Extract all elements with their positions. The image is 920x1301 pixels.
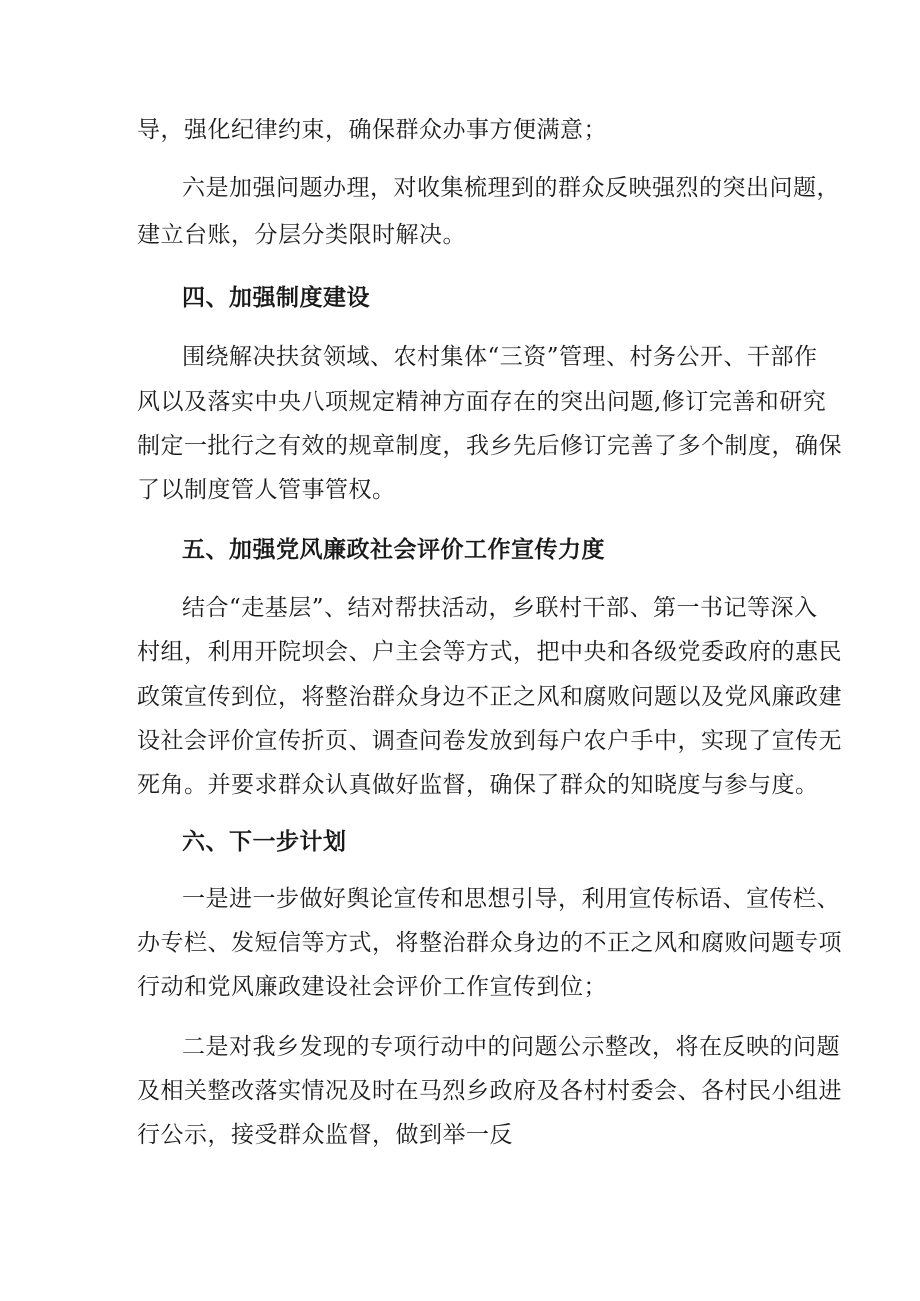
section-6-item-2-line-1: 二是对我乡发现的专项行动中的问题公示整改，将在反映的问题 <box>182 1034 840 1060</box>
section-6-item-2-line-2: 及相关整改落实情况及时在马烈乡政府及各村村委会、各村民小组进 <box>137 1078 842 1104</box>
section-4-paragraph-line-1: 围绕解决扶贫领域、农村集体“三资”管理、村务公开、干部作 <box>182 344 818 370</box>
section-6-item-1-line-1: 一是进一步做好舆论宣传和思想引导，利用宣传标语、宣传栏、 <box>182 886 840 912</box>
section-5-paragraph-line-3: 政策宣传到位，将整治群众身边不正之风和腐败问题以及党风廉政建 <box>137 684 842 710</box>
section-4-paragraph-line-4: 了以制度管人管事管权。 <box>137 477 396 503</box>
section-5-paragraph-line-1: 结合“走基层”、结对帮扶活动，乡联村干部、第一书记等深入 <box>182 595 818 621</box>
paragraph-item-six-line-2: 建立台账，分层分类限时解决。 <box>137 222 466 248</box>
section-4-paragraph-line-3: 制定一批行之有效的规章制度，我乡先后修订完善了多个制度，确保 <box>137 433 842 459</box>
section-4-paragraph-line-2: 风以及落实中央八项规定精神方面存在的突出问题,修订完善和研究 <box>137 389 827 415</box>
section-6-item-1-line-3: 行动和党风廉政建设社会评价工作宣传到位； <box>137 974 607 1000</box>
paragraph-item-six-line-1: 六是加强问题办理，对收集梳理到的群众反映强烈的突出问题， <box>182 175 840 201</box>
section-5-paragraph-line-5: 死角。并要求群众认真做好监督，确保了群众的知晓度与参与度。 <box>137 772 819 798</box>
section-heading-4: 四、加强制度建设 <box>182 285 370 311</box>
section-5-paragraph-line-4: 设社会评价宣传折页、调查问卷发放到每户农户手中，实现了宣传无 <box>137 728 842 754</box>
section-heading-6: 六、下一步计划 <box>182 829 347 855</box>
section-6-item-1-line-2: 办专栏、发短信等方式，将整治群众身边的不正之风和腐败问题专项 <box>137 930 842 956</box>
section-heading-5: 五、加强党风廉政社会评价工作宣传力度 <box>182 537 605 563</box>
section-5-paragraph-line-2: 村组，利用开院坝会、户主会等方式，把中央和各级党委政府的惠民 <box>137 639 842 665</box>
paragraph-continuation-line: 导，强化纪律约束，确保群众办事方便满意； <box>137 117 607 143</box>
section-6-item-2-line-3: 行公示，接受群众监督，做到举一反 <box>137 1122 513 1148</box>
